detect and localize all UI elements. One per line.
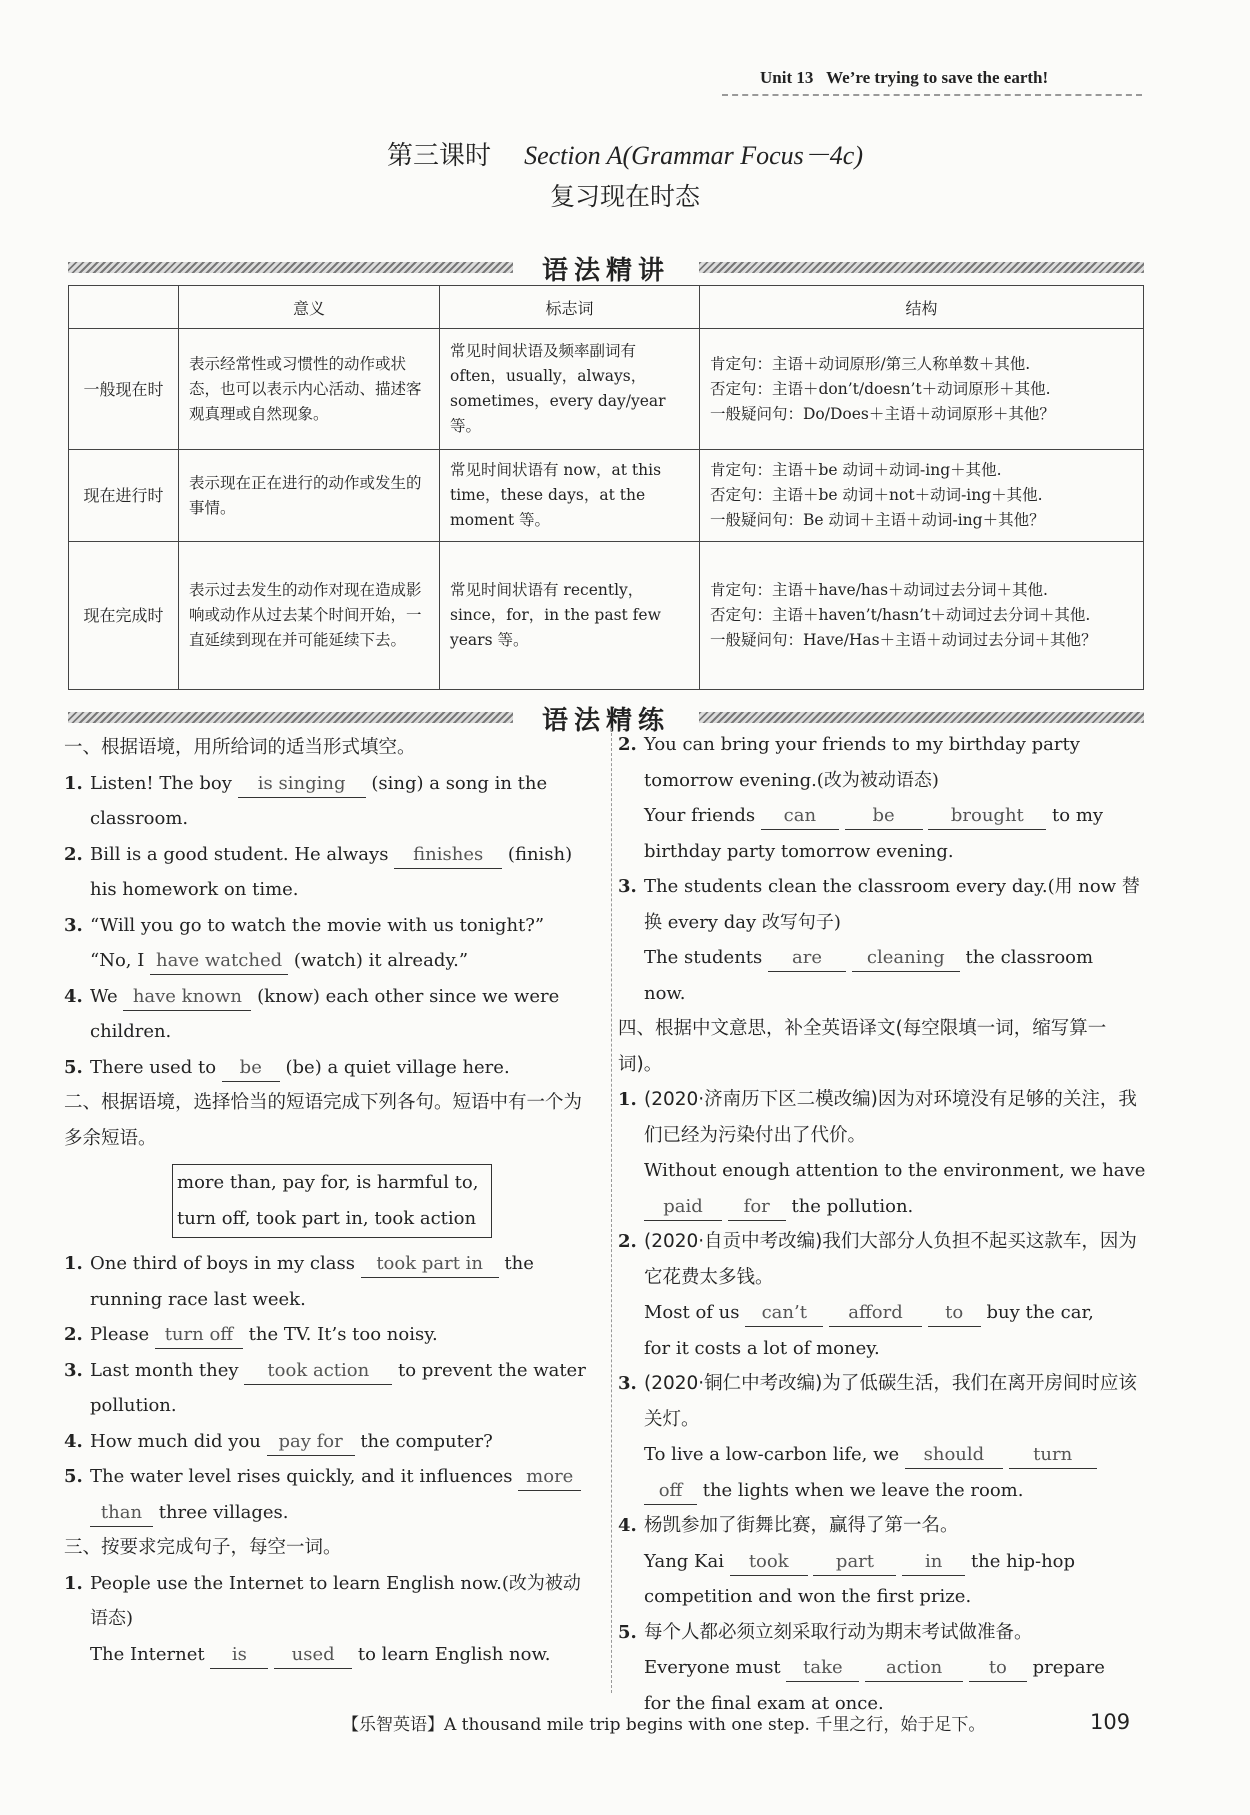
banner-grammar-explanation — [68, 250, 1144, 284]
item-text: How much did you — [90, 1430, 261, 1452]
item-text: Everyone must — [644, 1657, 781, 1678]
exercise-item — [618, 1082, 1146, 1224]
answer-blank[interactable]: to — [969, 1655, 1027, 1682]
exercise-item — [64, 908, 594, 979]
item-text: the classroom — [965, 947, 1094, 968]
answer-blank[interactable]: took part in — [361, 1251, 499, 1278]
answer-blank[interactable]: for — [728, 1194, 786, 1221]
section-heading: 四、根据中文意思，补全英语译文(每空限填一词，缩写算一词)。 — [618, 1018, 1107, 1075]
structure-line: 一般疑问句：Do/Does＋主语＋动词原形＋其他？ — [710, 404, 1055, 423]
banner-stripe — [68, 262, 513, 273]
item-text: Please — [90, 1324, 150, 1345]
item-text: Yang Kai — [644, 1550, 724, 1572]
phrase-line: more than, pay for, is harmful to, — [177, 1172, 479, 1193]
item-number: 5. — [64, 1466, 83, 1487]
answer-blank[interactable]: pay for — [267, 1429, 355, 1456]
answer-blank[interactable]: to — [928, 1300, 981, 1327]
item-number: 2. — [618, 1231, 637, 1252]
item-text: for the final exam at once. — [644, 1692, 884, 1714]
item-text: (know) each other since we were — [257, 985, 560, 1007]
left-column — [64, 730, 594, 1672]
item-chinese: 每个人都必须立刻采取行动为期末考试做准备。 — [644, 1621, 1033, 1643]
exercise-item — [618, 1224, 1146, 1366]
item-number: 3. — [64, 1359, 83, 1381]
header-title: We’re trying to save the earth! — [826, 68, 1049, 87]
item-text: Your friends — [644, 805, 756, 826]
item-chinese: (2020·济南历下区二模改编)因为对环境没有足够的关注，我们已经为污染付出了代价。 — [644, 1089, 1137, 1146]
answer-blank[interactable]: action — [865, 1655, 963, 1682]
tense-structure — [700, 329, 1144, 450]
answer-line — [644, 798, 1146, 834]
item-text: Bill is a good student. He always — [90, 843, 389, 865]
phrase-line: turn off, took part in, took action — [177, 1208, 477, 1229]
item-text: The students — [644, 947, 763, 968]
item-text: The Internet — [90, 1643, 205, 1665]
answer-blank[interactable]: is — [210, 1642, 268, 1669]
exercise-item — [64, 1317, 594, 1353]
structure-line: 肯定句：主语＋be 动词＋动词-ing＋其他. — [710, 461, 1002, 479]
exercise-item — [64, 837, 594, 908]
tense-structure — [700, 542, 1144, 690]
item-text: to my — [1052, 805, 1104, 826]
item-number: 1. — [64, 772, 83, 794]
watermark — [370, 1080, 600, 1170]
tense-name: 现在完成时 — [69, 542, 179, 690]
answer-line — [644, 1295, 1146, 1331]
answer-blank[interactable]: have known — [123, 984, 251, 1011]
item-text: The water level rises quickly, and it influences — [90, 1466, 513, 1487]
item-text: prepare — [1032, 1657, 1105, 1678]
item-number: 1. — [618, 1089, 637, 1110]
page-number: 109 — [1090, 1710, 1131, 1734]
running-header — [760, 68, 1048, 88]
answer-blank[interactable]: take — [786, 1655, 859, 1682]
tense-name: 现在进行时 — [69, 450, 179, 542]
tense-markers: 常见时间状语有 now，at this time，these days，at the moment 等。 — [440, 450, 700, 542]
exercise-item — [618, 1615, 1146, 1722]
item-text: running race last week. — [90, 1288, 306, 1310]
item-number: 2. — [64, 1324, 83, 1345]
item-number: 1. — [64, 1572, 83, 1594]
grammar-table — [68, 285, 1144, 690]
item-number: 5. — [618, 1621, 637, 1643]
item-text: now. — [644, 982, 686, 1004]
column-divider — [611, 728, 612, 1693]
item-text: (watch) it already.” — [293, 950, 469, 971]
structure-line: 否定句：主语＋don’t/doesn’t＋动词原形＋其他. — [710, 379, 1051, 398]
item-text: his homework on time. — [90, 879, 299, 900]
item-text: “Will you go to watch the movie with us tonight?” — [90, 914, 545, 936]
answer-line — [644, 1189, 1146, 1225]
tense-meaning: 表示现在正在进行的动作或发生的事情。 — [179, 450, 440, 542]
table-row — [69, 329, 1144, 450]
answer-blank[interactable]: cleaning — [852, 945, 960, 972]
answer-blank[interactable]: are — [768, 945, 846, 972]
item-text: for it costs a lot of money. — [644, 1337, 880, 1359]
table-header: 意义 — [179, 286, 440, 329]
item-text: buy the car, — [986, 1302, 1094, 1323]
answer-blank[interactable]: used — [274, 1642, 352, 1669]
item-text: pollution. — [90, 1395, 177, 1416]
tense-structure — [700, 450, 1144, 542]
lesson-subtitle: 复习现在时态 — [549, 182, 700, 211]
item-text: the — [504, 1253, 534, 1274]
answer-blank[interactable]: can — [761, 803, 839, 830]
item-text: classroom. — [90, 808, 189, 829]
banner-stripe — [699, 262, 1144, 273]
table-row — [69, 450, 1144, 542]
tense-meaning: 表示经常性或习惯性的动作或状态，也可以表示内心活动、描述客观真理或自然现象。 — [179, 329, 440, 450]
section-heading: 一、根据语境，用所给词的适当形式填空。 — [64, 737, 416, 758]
answer-blank[interactable]: be — [845, 803, 923, 830]
answer-blank[interactable]: in — [902, 1549, 965, 1576]
answer-blank[interactable]: turn off — [155, 1322, 243, 1349]
item-text: You can bring your friends to my birthday party tomorrow evening.(改为被动语态) — [644, 734, 1080, 791]
item-text: three villages. — [158, 1501, 289, 1523]
exercise-item — [618, 1366, 1146, 1508]
answer-line — [644, 1437, 1146, 1473]
structure-line: 肯定句：主语＋动词原形/第三人称单数＋其他. — [710, 354, 1031, 373]
banner-stripe — [699, 712, 1144, 723]
answer-blank[interactable]: paid — [644, 1194, 722, 1221]
item-number: 4. — [618, 1515, 637, 1536]
tense-markers: 常见时间状语有 recently，since，for，in the past few years 等。 — [440, 542, 700, 690]
answer-blank[interactable]: took — [730, 1549, 808, 1576]
item-number: 3. — [618, 1373, 637, 1394]
answer-blank[interactable]: finishes — [394, 842, 502, 869]
exercise-item — [64, 766, 594, 837]
item-chinese: (2020·自贡中考改编)我们大部分人负担不起买这款车，因为它花费太多钱。 — [644, 1231, 1137, 1288]
exercise-item — [64, 1459, 594, 1530]
exercise-item — [618, 1508, 1146, 1615]
item-text: (finish) — [507, 843, 573, 865]
banner-stripe — [68, 712, 513, 723]
section-heading: 三、按要求完成句子，每空一词。 — [64, 1537, 342, 1558]
item-number: 1. — [64, 1253, 83, 1274]
answer-line — [644, 940, 1146, 976]
tense-meaning: 表示过去发生的动作对现在造成影响或动作从过去某个时间开始，一直延续到现在并可能延续下去。 — [179, 542, 440, 690]
lesson-number: 第三课时 — [387, 141, 492, 171]
answer-line — [644, 1650, 1146, 1686]
item-text: To live a low-carbon life, we — [644, 1444, 900, 1465]
exercise-item — [618, 727, 1146, 869]
section-name: Section A(Grammar Focus－4c) — [524, 141, 863, 170]
item-text: One third of boys in my class — [90, 1253, 355, 1274]
item-text: birthday party tomorrow evening. — [644, 840, 954, 862]
answer-blank[interactable]: should — [905, 1442, 1003, 1469]
item-text: to learn English now. — [357, 1643, 551, 1665]
table-header: 标志词 — [440, 286, 700, 329]
table-header-row — [69, 286, 1144, 329]
answer-blank[interactable]: off — [644, 1478, 697, 1505]
answer-blank[interactable]: than — [90, 1500, 153, 1527]
item-number: 4. — [64, 1430, 83, 1452]
item-text: We — [90, 985, 118, 1007]
banner-label: 语法精讲 — [541, 256, 670, 286]
item-number: 5. — [64, 1056, 83, 1078]
exercise-item — [64, 979, 594, 1050]
answer-blank[interactable]: turn — [1009, 1442, 1097, 1469]
header-divider — [722, 94, 1142, 96]
answer-blank[interactable]: part — [813, 1549, 896, 1576]
item-text: “No, I — [90, 950, 145, 971]
banner-label: 语法精练 — [541, 706, 670, 736]
structure-line: 一般疑问句：Have/Has＋主语＋动词过去分词＋其他？ — [710, 631, 1097, 649]
exercise-item — [64, 1566, 594, 1673]
answer-blank[interactable]: brought — [928, 803, 1046, 830]
item-number: 3. — [64, 914, 83, 936]
answer-line — [644, 1473, 1146, 1509]
item-text: Last month they — [90, 1359, 239, 1381]
item-text: children. — [90, 1021, 172, 1042]
answer-blank[interactable]: afford — [829, 1300, 922, 1327]
item-number: 2. — [64, 843, 83, 865]
item-chinese: 杨凯参加了街舞比赛，赢得了第一名。 — [644, 1515, 959, 1536]
answer-blank[interactable]: have watched — [150, 948, 288, 975]
exercise-item — [64, 1246, 594, 1317]
table-row — [69, 542, 1144, 690]
exercise-item — [64, 1424, 594, 1460]
item-text: the computer? — [360, 1430, 493, 1452]
structure-line: 否定句：主语＋haven’t/hasn’t＋动词过去分词＋其他. — [710, 606, 1091, 624]
lesson-title — [0, 135, 1250, 172]
phrase-box — [172, 1164, 492, 1238]
item-text: There used to — [90, 1056, 217, 1078]
answer-blank[interactable]: be — [222, 1055, 280, 1082]
structure-line: 肯定句：主语＋have/has＋动词过去分词＋其他. — [710, 581, 1048, 599]
exercise-item — [64, 1353, 594, 1424]
footer-motto: 【乐智英语】A thousand mile trip begins with one step. 千里之行，始于足下。 — [342, 1715, 986, 1735]
item-text: the TV. It’s too noisy. — [248, 1324, 438, 1345]
item-text: the hip-hop — [970, 1550, 1076, 1572]
item-text: to prevent the water — [398, 1359, 586, 1381]
tense-name: 一般现在时 — [69, 329, 179, 450]
item-text: Listen! The boy — [90, 772, 232, 794]
answer-line — [644, 1544, 1146, 1580]
table-header: 结构 — [700, 286, 1144, 329]
item-text: the pollution. — [791, 1195, 914, 1217]
tense-markers: 常见时间状语及频率副词有often，usually，always，sometimes，every day/year 等。 — [440, 329, 700, 450]
header-unit: Unit 13 — [760, 68, 814, 87]
item-text: (sing) a song in the — [371, 772, 548, 794]
answer-blank[interactable]: can’t — [745, 1300, 823, 1327]
item-number: 2. — [618, 734, 637, 755]
item-text: (be) a quiet village here. — [285, 1056, 510, 1078]
item-text: the lights when we leave the room. — [702, 1479, 1024, 1501]
answer-blank[interactable]: more — [518, 1464, 581, 1491]
item-text: Without enough attention to the environment, we have — [644, 1160, 1146, 1181]
structure-line: 一般疑问句：Be 动词＋主语＋动词-ing＋其他？ — [710, 511, 1045, 529]
item-number: 3. — [618, 876, 637, 897]
answer-blank[interactable]: is singing — [238, 771, 366, 798]
item-text: The students clean the classroom every day.(用 now 替换 every day 改写句子) — [644, 876, 1140, 933]
section-heading: 二、根据语境，选择恰当的短语完成下列各句。短语中有一个为多余短语。 — [64, 1092, 583, 1149]
answer-blank[interactable]: took action — [244, 1358, 392, 1385]
item-text: People use the Internet to learn English now.(改为被动语态) — [90, 1572, 581, 1629]
table-corner — [69, 286, 179, 329]
item-text: competition and won the first prize. — [644, 1586, 972, 1607]
item-number: 4. — [64, 985, 83, 1007]
exercise-item — [618, 869, 1146, 1011]
item-chinese: (2020·铜仁中考改编)为了低碳生活，我们在离开房间时应该关灯。 — [644, 1373, 1137, 1430]
structure-line: 否定句：主语＋be 动词＋not＋动词-ing＋其他. — [710, 486, 1043, 504]
right-column — [618, 727, 1146, 1721]
item-text: Most of us — [644, 1302, 740, 1323]
